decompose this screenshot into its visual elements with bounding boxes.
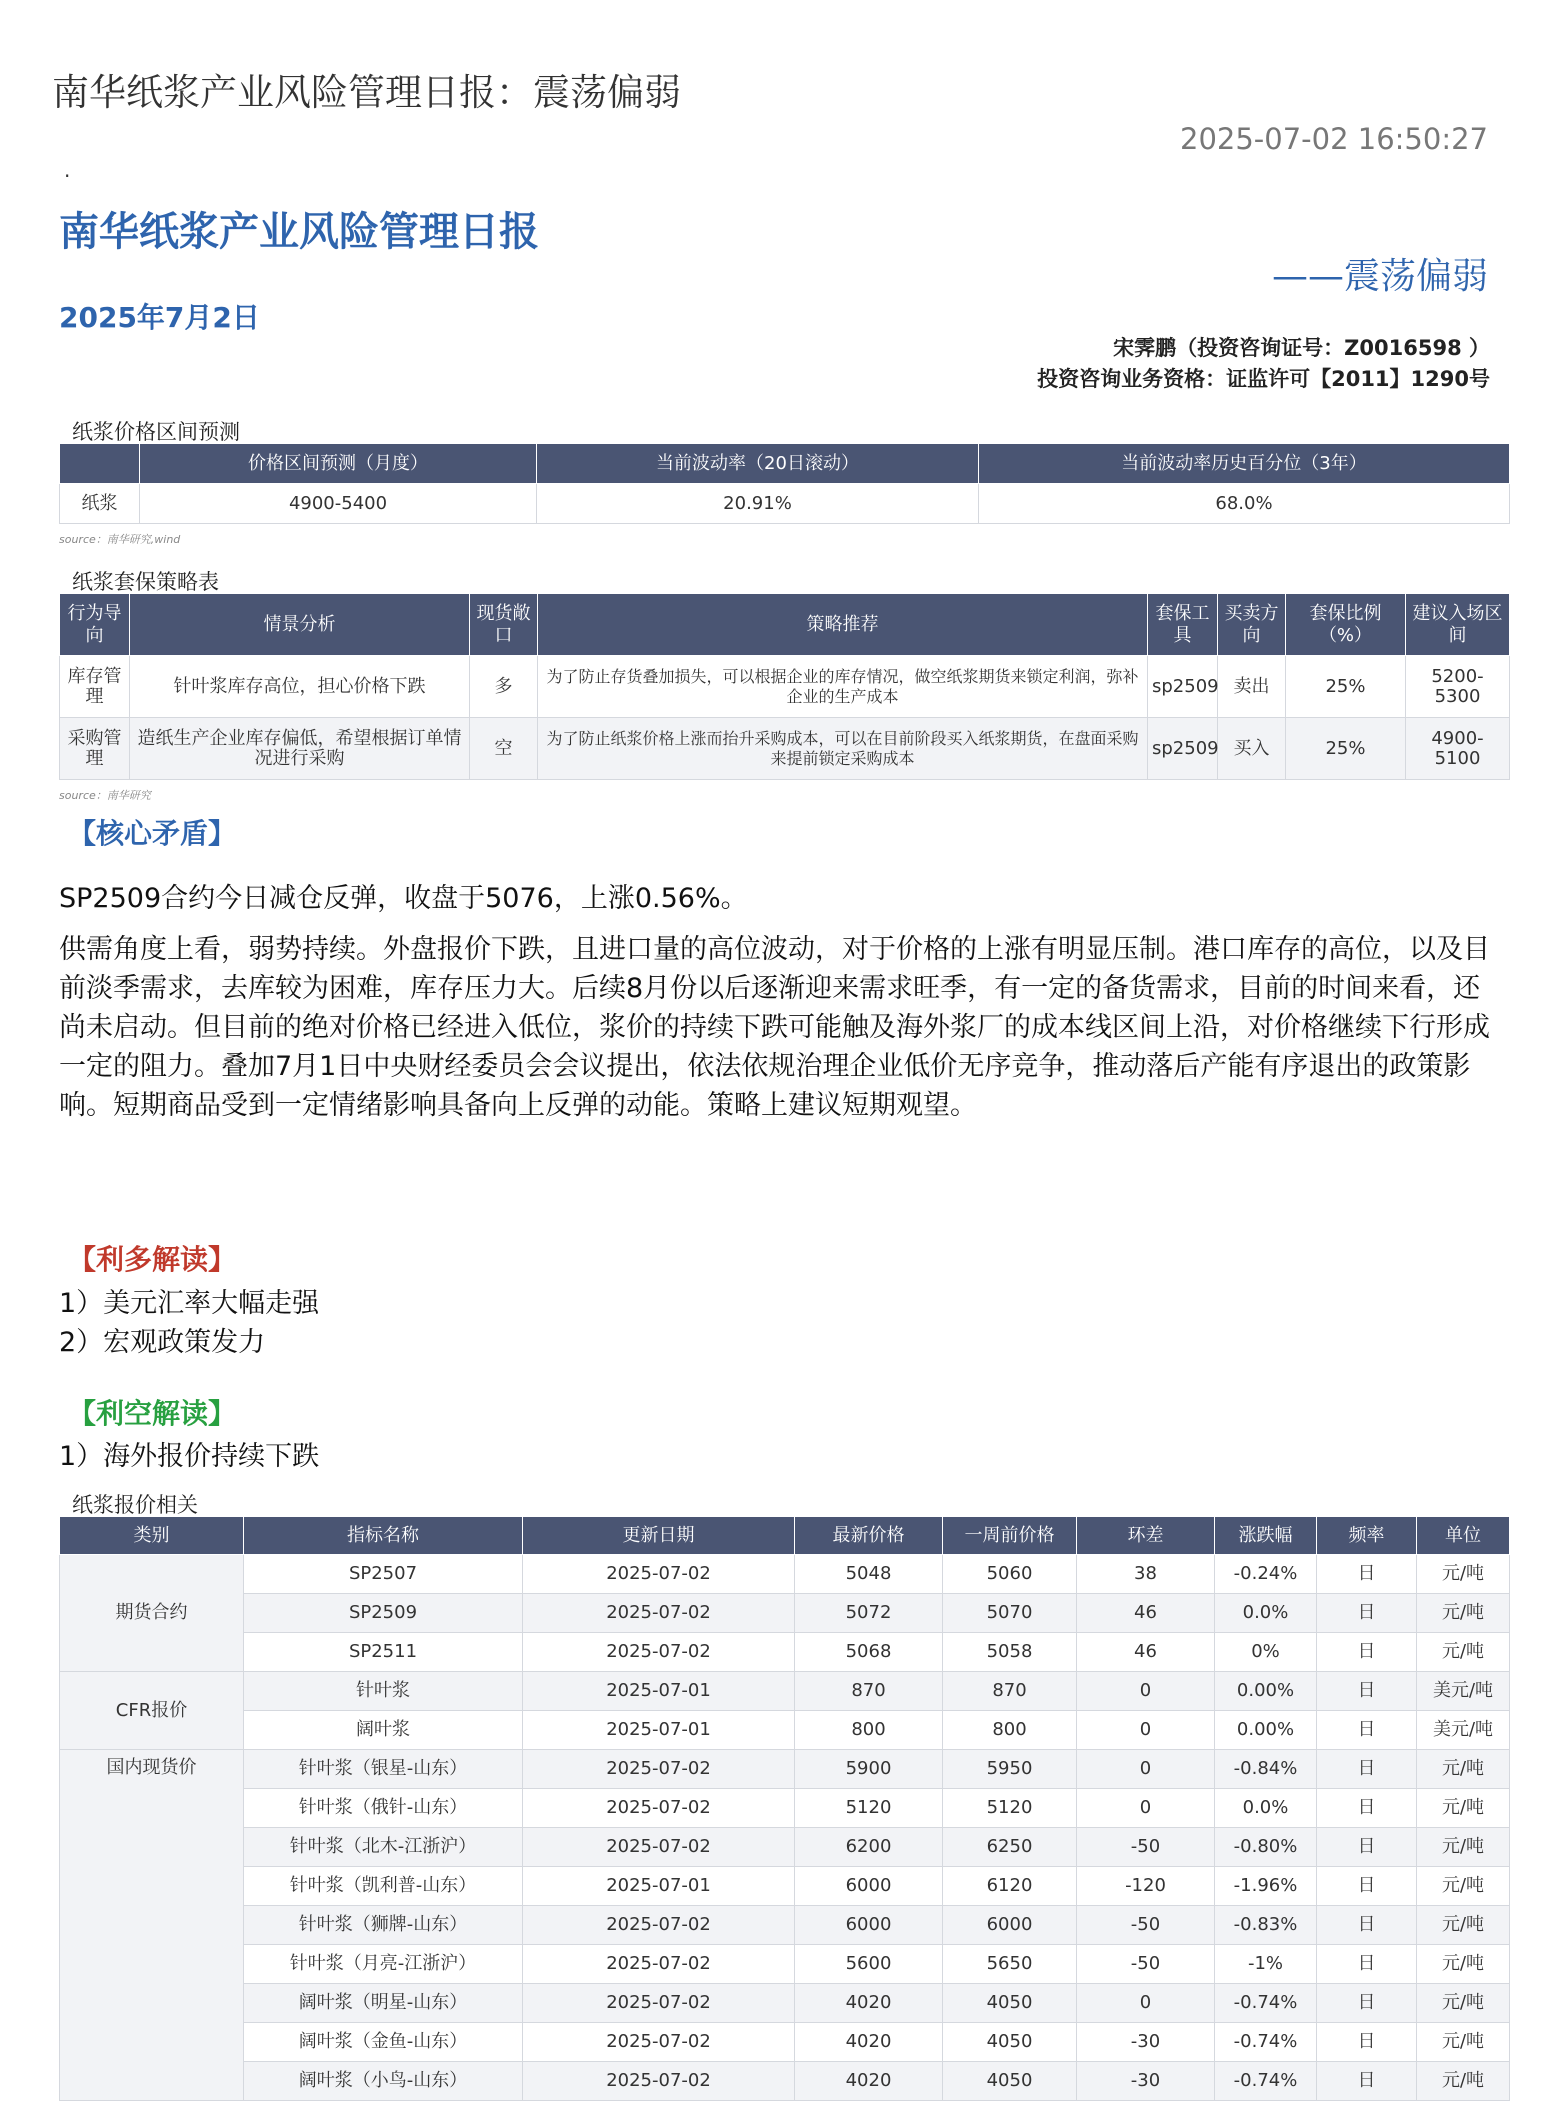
price-cell: 4020 [795,1984,943,2023]
price-header: 指标名称 [244,1517,523,1555]
price-header: 类别 [60,1517,244,1555]
price-cell: 元/吨 [1417,1945,1510,1984]
price-row [60,1945,1510,1984]
price-cell: 元/吨 [1417,1750,1510,1789]
hedge-cell-direction: 买入 [1218,718,1286,780]
price-cell: 日 [1317,1711,1417,1750]
price-cell: SP2511 [244,1633,523,1672]
price-cell: 6120 [943,1867,1077,1906]
forecast-table-label: 纸浆价格区间预测 [72,420,240,444]
price-cell: 日 [1317,1828,1417,1867]
price-cell: 2025-07-02 [523,1789,795,1828]
price-row [60,1672,1510,1711]
price-cell: 2025-07-02 [523,1984,795,2023]
hedge-cell-exposure: 空 [470,718,538,780]
price-cell: 阔叶浆（明星-山东） [244,1984,523,2023]
price-cell: 日 [1317,1867,1417,1906]
price-cell: 2025-07-02 [523,1906,795,1945]
price-cell: 5048 [795,1555,943,1594]
bullish-item: 2）宏观政策发力 [59,1327,266,1358]
price-cell: 6000 [943,1906,1077,1945]
price-cell: 4050 [943,2023,1077,2062]
price-cell: 38 [1077,1555,1215,1594]
hedge-header: 套保工具 [1148,594,1218,656]
price-cell: 0 [1077,1711,1215,1750]
price-cell: 元/吨 [1417,2062,1510,2101]
price-cell: 0.0% [1215,1789,1317,1828]
price-cell: 2025-07-01 [523,1672,795,1711]
document-title: 南华纸浆产业风险管理日报：震荡偏弱 [52,71,681,114]
dot-marker: . [64,158,71,182]
price-cell: 日 [1317,1594,1417,1633]
hedge-table-label: 纸浆套保策略表 [72,570,219,594]
bullish-heading: 【利多解读】 [68,1243,237,1276]
price-cell: -50 [1077,1906,1215,1945]
hedge-source: source：南华研究 [59,789,151,802]
price-cell: 0 [1077,1672,1215,1711]
price-row [60,1867,1510,1906]
price-cell: -0.80% [1215,1828,1317,1867]
price-row [60,1711,1510,1750]
price-cell: 元/吨 [1417,1867,1510,1906]
price-cell: 2025-07-02 [523,1594,795,1633]
forecast-header: 价格区间预测（月度） [140,444,537,484]
forecast-row [60,484,1510,524]
forecast-cell: 纸浆 [60,484,140,524]
bullish-item: 1）美元汇率大幅走强 [59,1288,320,1319]
forecast-cell: 20.91% [537,484,979,524]
price-row [60,1750,1510,1789]
price-cell: SP2509 [244,1594,523,1633]
hedge-header: 行为导向 [60,594,130,656]
price-cell: 0.0% [1215,1594,1317,1633]
price-header: 单位 [1417,1517,1510,1555]
price-cell: -0.74% [1215,2062,1317,2101]
price-row [60,1789,1510,1828]
price-row [60,1594,1510,1633]
price-cell: 日 [1317,1633,1417,1672]
hedge-cell-direction: 卖出 [1218,656,1286,718]
price-category-cell: CFR报价 [60,1672,244,1750]
price-cell: 5058 [943,1633,1077,1672]
price-cell: 6000 [795,1867,943,1906]
forecast-source: source：南华研究,wind [59,533,181,546]
hedge-header: 现货敞口 [470,594,538,656]
price-cell: 日 [1317,2062,1417,2101]
hedge-cell-ratio: 25% [1286,656,1406,718]
price-cell: -30 [1077,2023,1215,2062]
hedge-header: 套保比例（%） [1286,594,1406,656]
price-cell: 2025-07-02 [523,1633,795,1672]
hedge-header: 买卖方向 [1218,594,1286,656]
price-cell: 日 [1317,1945,1417,1984]
price-row [60,2023,1510,2062]
price-cell: 5900 [795,1750,943,1789]
price-header: 更新日期 [523,1517,795,1555]
price-cell: 日 [1317,1750,1417,1789]
price-cell: -0.74% [1215,2023,1317,2062]
price-cell: -0.83% [1215,1906,1317,1945]
price-cell: -0.74% [1215,1984,1317,2023]
price-cell: 5068 [795,1633,943,1672]
report-subtitle: ——震荡偏弱 [1271,256,1488,297]
price-cell: -120 [1077,1867,1215,1906]
hedge-header-row [60,594,1510,656]
price-cell: -0.84% [1215,1750,1317,1789]
bearish-item: 1）海外报价持续下跌 [59,1441,320,1472]
author-name: 宋霁鹏（投资咨询证号：Z0016598 ） [1113,336,1490,360]
price-category-cell: 国内现货价 [60,1750,244,2101]
price-cell: -50 [1077,1828,1215,1867]
price-cell: 美元/吨 [1417,1672,1510,1711]
price-cell: 6000 [795,1906,943,1945]
hedge-cell-ratio: 25% [1286,718,1406,780]
price-cell: 2025-07-02 [523,1555,795,1594]
price-header: 频率 [1317,1517,1417,1555]
hedge-cell-instrument: sp2509 [1148,656,1218,718]
price-cell: 元/吨 [1417,1594,1510,1633]
price-cell: -1% [1215,1945,1317,1984]
price-cell: 2025-07-02 [523,1750,795,1789]
price-table [59,1516,1510,2101]
hedge-table [59,593,1510,780]
price-cell: 0.00% [1215,1711,1317,1750]
price-row [60,1906,1510,1945]
price-cell: 日 [1317,1906,1417,1945]
price-cell: 4020 [795,2023,943,2062]
core-summary: SP2509合约今日减仓反弹，收盘于5076，上涨0.56%。 [59,883,748,914]
price-row [60,1555,1510,1594]
price-cell: -50 [1077,1945,1215,1984]
price-category-cell: 期货合约 [60,1555,244,1672]
price-cell: 4020 [795,2062,943,2101]
hedge-header: 建议入场区间 [1406,594,1510,656]
price-cell: 阔叶浆（小鸟-山东） [244,2062,523,2101]
price-cell: 元/吨 [1417,2023,1510,2062]
price-cell: 针叶浆（银星-山东） [244,1750,523,1789]
price-header: 一周前价格 [943,1517,1077,1555]
price-cell: 日 [1317,1555,1417,1594]
price-row [60,2062,1510,2101]
price-cell: 0 [1077,1750,1215,1789]
price-cell: 2025-07-02 [523,1828,795,1867]
price-cell: 日 [1317,1672,1417,1711]
timestamp: 2025-07-02 16:50:27 [1180,122,1488,156]
hedge-cell-instrument: sp2509 [1148,718,1218,780]
price-row [60,1633,1510,1672]
price-cell: 5060 [943,1555,1077,1594]
price-cell: 4050 [943,1984,1077,2023]
hedge-row-inventory [60,656,1510,718]
price-cell: 6200 [795,1828,943,1867]
price-header-row [60,1517,1510,1555]
price-header: 最新价格 [795,1517,943,1555]
price-header: 环差 [1077,1517,1215,1555]
price-cell: 5600 [795,1945,943,1984]
price-cell: 美元/吨 [1417,1711,1510,1750]
price-row [60,1828,1510,1867]
hedge-header: 情景分析 [130,594,470,656]
price-cell: 0 [1077,1789,1215,1828]
price-cell: 4050 [943,2062,1077,2101]
core-analysis: 供需角度上看，弱势持续。外盘报价下跌，且进口量的高位波动，对于价格的上涨有明显压制。港口库存的高位，以及目前淡季需求，去库较为困难，库存压力大。后续8月份以后逐渐迎来需求旺季，有一定的备货需求，目前的时间来看，还尚未启动。但目前的绝对价格已经进入低位，浆价的持续下跌可能触及海外浆厂的成本线区间上沿，对价格继续下行形成一定的阻力。叠加7月1日中央财经委员会会议提出，依法依规治理企业低价无序竞争，推动落后产能有序退出的政策影响。短期商品受到一定情绪影响具备向上反弹的动能。策略上建议短期观望。 [59,934,1490,1121]
price-cell: SP2507 [244,1555,523,1594]
price-cell: 0.00% [1215,1672,1317,1711]
price-cell: 针叶浆（月亮-江浙沪） [244,1945,523,1984]
price-cell: 5070 [943,1594,1077,1633]
price-cell: 800 [943,1711,1077,1750]
price-cell: 日 [1317,1984,1417,2023]
hedge-row-purchase [60,718,1510,780]
price-cell: 2025-07-02 [523,2062,795,2101]
report-title: 南华纸浆产业风险管理日报 [59,209,539,255]
price-cell: -1.96% [1215,1867,1317,1906]
price-cell: 元/吨 [1417,1555,1510,1594]
report-date: 2025年7月2日 [59,301,260,334]
price-cell: 2025-07-02 [523,1945,795,1984]
author-block [1037,333,1490,395]
price-cell: 针叶浆（狮牌-山东） [244,1906,523,1945]
hedge-cell-entry: 4900-5100 [1406,718,1510,780]
price-cell: 870 [943,1672,1077,1711]
price-cell: 5120 [943,1789,1077,1828]
price-cell: 46 [1077,1633,1215,1672]
price-cell: 阔叶浆 [244,1711,523,1750]
price-cell: 2025-07-01 [523,1711,795,1750]
price-cell: 6250 [943,1828,1077,1867]
forecast-header [60,444,140,484]
price-cell: 2025-07-01 [523,1867,795,1906]
price-cell: 针叶浆 [244,1672,523,1711]
bearish-heading: 【利空解读】 [68,1397,237,1430]
price-cell: -30 [1077,2062,1215,2101]
price-cell: 针叶浆（北木-江浙沪） [244,1828,523,1867]
price-cell: 元/吨 [1417,1789,1510,1828]
price-cell: 阔叶浆（金鱼-山东） [244,2023,523,2062]
price-table-label: 纸浆报价相关 [72,1493,198,1517]
forecast-cell: 68.0% [979,484,1510,524]
forecast-table [59,443,1510,524]
price-cell: 0 [1077,1984,1215,2023]
price-cell: -0.24% [1215,1555,1317,1594]
author-license: 投资咨询业务资格：证监许可【2011】1290号 [1037,367,1490,391]
price-cell: 800 [795,1711,943,1750]
price-cell: 日 [1317,2023,1417,2062]
hedge-cell-entry: 5200-5300 [1406,656,1510,718]
price-cell: 元/吨 [1417,1984,1510,2023]
hedge-cell-exposure: 多 [470,656,538,718]
price-cell: 元/吨 [1417,1633,1510,1672]
price-cell: 日 [1317,1789,1417,1828]
hedge-cell-scenario: 针叶浆库存高位，担心价格下跌 [130,656,470,718]
price-cell: 针叶浆（俄针-山东） [244,1789,523,1828]
price-cell: 针叶浆（凯利普-山东） [244,1867,523,1906]
forecast-header: 当前波动率历史百分位（3年） [979,444,1510,484]
hedge-cell-strategy: 为了防止存货叠加损失，可以根据企业的库存情况，做空纸浆期货来锁定利润，弥补企业的生产成本 [538,656,1148,718]
price-cell: 5072 [795,1594,943,1633]
price-row [60,1984,1510,2023]
forecast-header-row [60,444,1510,484]
price-cell: 46 [1077,1594,1215,1633]
hedge-cell-orientation: 采购管理 [60,718,130,780]
price-cell: 870 [795,1672,943,1711]
price-cell: 2025-07-02 [523,2023,795,2062]
hedge-cell-strategy: 为了防止纸浆价格上涨而抬升采购成本，可以在目前阶段买入纸浆期货，在盘面采购来提前锁定采购成本 [538,718,1148,780]
hedge-header: 策略推荐 [538,594,1148,656]
core-heading: 【核心矛盾】 [68,817,237,850]
price-cell: 5650 [943,1945,1077,1984]
hedge-cell-scenario: 造纸生产企业库存偏低，希望根据订单情况进行采购 [130,718,470,780]
forecast-cell: 4900-5400 [140,484,537,524]
forecast-header: 当前波动率（20日滚动） [537,444,979,484]
price-cell: 元/吨 [1417,1906,1510,1945]
price-cell: 0% [1215,1633,1317,1672]
price-cell: 5950 [943,1750,1077,1789]
price-cell: 元/吨 [1417,1828,1510,1867]
price-header: 涨跌幅 [1215,1517,1317,1555]
price-cell: 5120 [795,1789,943,1828]
hedge-cell-orientation: 库存管理 [60,656,130,718]
